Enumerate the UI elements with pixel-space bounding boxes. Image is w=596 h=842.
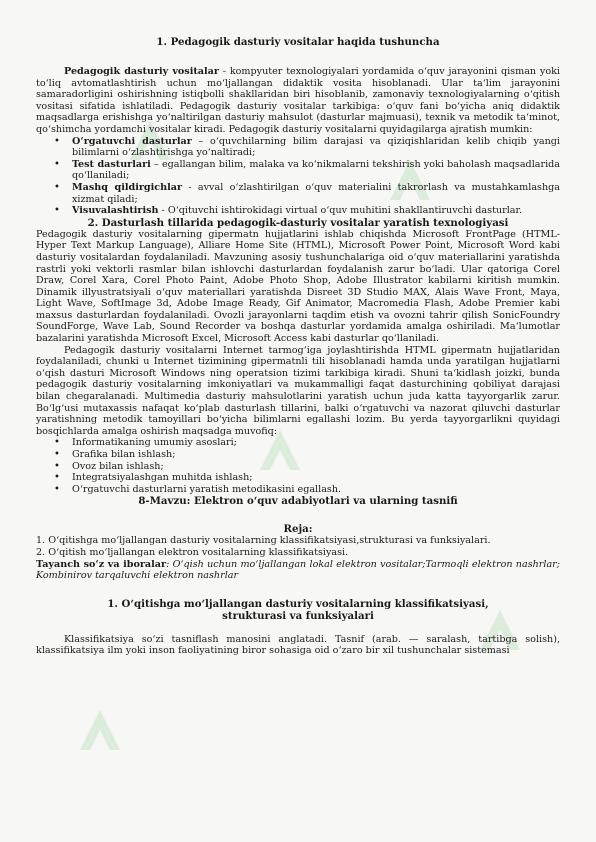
list-item [72, 182, 560, 205]
intro-text: - kompyuter texnologiyalari yordamida o‘quv jarayonini qisman yoki to‘liq avtomatlashtirish uchun mo‘ljallangan didaktik vosita hisoblanadi. Ular ta‘lim jarayonini samaradorligini oshirishning istiqbolli shakllaridan biri hisoblanib, zamonaviy texnologiyalarning o‘qitish vositasi sifatida ishlatiladi. Pedagogik dasturiy vositalar tarkibiga: o‘quv fani bo‘yicha aniq didaktik maqsadlarga erishishga yo‘naltirilgan dasturiy mahsulot (dasturlar majmuasi), texnik va metodik ta‘minot, qo‘shimcha yordamchi vositalar kiradi. Pedagogik dasturiy vositalarni quyidagilarga ajratish mumkin: [36, 66, 560, 135]
list-item [72, 136, 560, 159]
plan-title: Reja: [283, 523, 313, 536]
list-item [72, 205, 560, 217]
type-text: – egallangan bilim, malaka va ko‘nikmalarni tekshirish yoki baholash maqsadlarida qo‘llaniladi; [72, 158, 560, 182]
final-paragraph: Klassifikatsiya so‘zi tasniflash manosini anglatadi. Tasnif (arab. — saralash, tartibga solish), klassifikatsiya ilm yoki inson faoliyatining biror sohasiga oid o‘zaro bir xil tushunchalar sistemasi [36, 633, 560, 657]
type-text: – o‘quvchilarning bilim darajasi va qiziqishlaridan kelib chiqib yangi bilimlarni o‘zlashtirishga yo‘naltiradi; [72, 135, 560, 159]
steps-list [36, 437, 560, 495]
types-list [36, 136, 560, 217]
topic8-section1-title: 1. O‘qitishga mo‘ljallangan dasturiy vositalarning klassifikatsiyasi, strukturasi va funksiyalari [107, 597, 489, 622]
keywords-paragraph [36, 559, 560, 582]
type-term: Mashq qildirgichlar [72, 181, 183, 193]
list-item: • O‘rgatuvchi dasturlarni yaratish metodikasini egallash. [72, 484, 560, 496]
intro-term: Pedagogik dasturiy vositalar [64, 66, 219, 77]
type-text: - avval o‘zlashtirilgan o‘quv materialini takrorlash va mustahkamlashga xizmat qiladi; [72, 181, 561, 205]
list-item: • Grafika bilan ishlash; [72, 449, 560, 461]
list-item: • Integratsiyalashgan muhitda ishlash; [72, 472, 560, 484]
section2-paragraph-2: Pedagogik dasturiy vositalarni Internet tarmog‘iga joylashtirishda HTML gipermatn hujjatlaridan foydalaniladi, chunki u Internet tizimining gipermatnli tili hisoblanadi hamda unda yaratilgan hujjatlarni o‘qish dasturi Microsoft Windows ning operatsion tizimi tarkibiga kiradi. Shuni ta‘kidlash joizki, bunda pedagogik dasturiy vositalarning imkoniyatlari va mukammalligi faqat dasturchining qobiliyat darajasi bilan chegaralanadi. Multimedia dasturiy mahsulotlarini yaratish uchun juda katta tayyorgarlik zarur. Bo‘lg‘usi mutaxassis nafaqat ko‘plab dasturlash tillarini, balki o‘rgatuvchi va nazorat qiluvchi dasturlar yaratishning metodik tamoyillari bo‘yicha bilimlarni egallashi lozim. Bu yerda tayyorgarlikni quyidagi bosqichlarda amalga oshirish maqsadga muvofiq: [36, 344, 560, 437]
type-term: O‘rgatuvchi dasturlar [72, 135, 192, 147]
topic8-title: 8-Mavzu: Elektron o‘quv adabiyotlari va ularning tasnifi [138, 495, 458, 508]
section1-title: 1. Pedagogik dasturiy vositalar haqida tushuncha [156, 36, 440, 48]
type-term: Visuvalashtirish [72, 205, 159, 217]
plan-item: 1. O‘qitishga mo‘ljallangan dasturiy vositalarning klassifikatsiyasi,strukturasi va funksiyalari. [36, 535, 491, 547]
list-item: • Ovoz bilan ishlash; [72, 461, 560, 473]
list-item [72, 159, 560, 182]
plan-item: 2. O‘qitish mo‘ljallangan elektron vositalarning klassifikatsiyasi. [36, 546, 349, 558]
type-term: Test dasturlari [72, 158, 151, 170]
keywords-label: Tayanch so‘z va iboralar [36, 558, 167, 570]
list-item: • Informatikaning umumiy asoslari; [72, 437, 560, 449]
intro-paragraph [36, 66, 560, 136]
keywords-text: : O‘qish uchun mo‘ljallangan lokal elektron vositalar;Tarmoqli elektron nashrlar; Kombinirov tarqaluvchi elektron nashrlar [36, 558, 561, 582]
section2-title: 2. Dasturlash tillarida pedagogik-dasturiy vositalar yaratish texnologiyasi [87, 216, 509, 229]
section2-paragraph-1: Pedagogik dasturiy vositalarning gipermatn hujjatlarini ishlab chiqishda Microsoft FrontPage (HTML-Hyper Text Markup Language), Alliare Home Site (HTML), Microsoft Power Point, Microsoft Word kabi dasturiy vositalardan foydalaniladi. Mavzuning asosiy tushunchalariga oid o‘quv materiallarini yaratishda rastrli yoki vektorli rasmlar bilan ishlovchi dasturlardan foydalanish zarur bo‘ladi. Ular qatoriga Corel Draw, Corel Xara, Corel Photo Paint, Adobe Photo Shop, Adobe Illustrator kabilarni kiritish mumkin. Dinamik illyustratsiyali o‘quv materiallari yaratishda Disreet 3D Studio MAX, Alais Wave Front, Maya, Light Wave, SoftImage 3d, Adobe Image Ready, Gif Animator, Macromedia Flash, Adobe Premier kabi maxsus dasturlardan foydalaniladi. Ovozli jarayonlarni taqdim etish va ovozni tahrir qilish SonicFoundry SoundForge, Wave Lab, Sound Recorder va boshqa dasturlar yordamida amalga oshiriladi. Ma‘lumotlar bazalarini yaratishda Microsoft Excel, Microsoft Access kabi dasturlar qo‘llaniladi. [36, 228, 560, 345]
type-text: - O‘qituvchi ishtirokidagi virtual o‘quv muhitini shakllantiruvchi dasturlar. [158, 205, 523, 217]
